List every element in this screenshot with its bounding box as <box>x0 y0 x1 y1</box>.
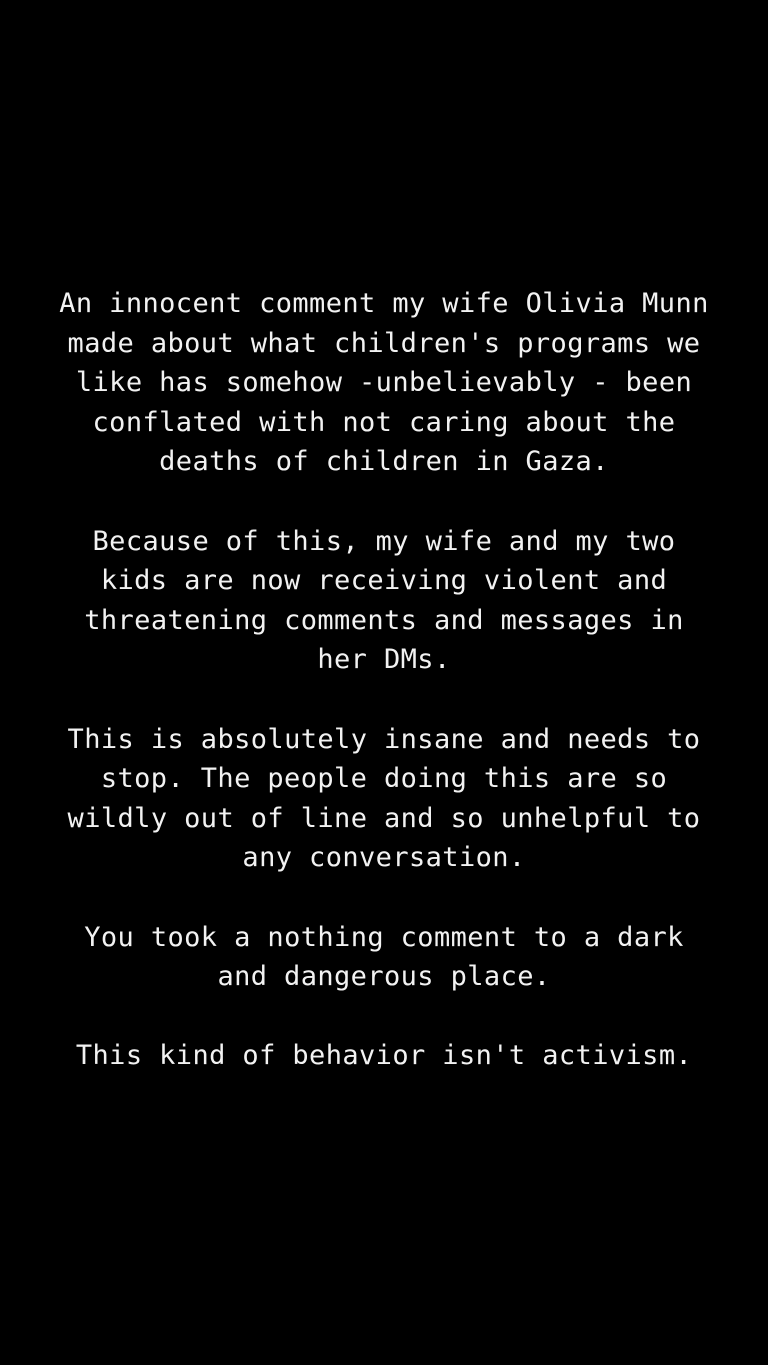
story-line: conflated with not caring about the <box>92 406 676 438</box>
story-line: her DMs. <box>317 644 451 676</box>
story-line: made about what children's programs we <box>67 327 701 359</box>
story-line: kids are now receiving violent and <box>100 565 668 597</box>
story-line: any conversation. <box>242 842 526 874</box>
story-paragraph-3 <box>0 720 768 878</box>
story-line: This kind of behavior isn't activism. <box>75 1040 693 1072</box>
story-paragraph-2 <box>0 522 768 680</box>
story-line: wildly out of line and so unhelpful to <box>67 802 701 834</box>
story-line: This is absolutely insane and needs to <box>67 723 701 755</box>
story-text-block <box>0 284 768 1115</box>
story-paragraph-4 <box>0 918 768 997</box>
story-paragraph-5 <box>0 1036 768 1076</box>
story-line: like has somehow -unbelievably - been <box>75 367 693 399</box>
story-line: An innocent comment my wife Olivia Munn <box>59 288 709 319</box>
story-line: stop. The people doing this are so <box>100 763 668 795</box>
story-line: threatening comments and messages in <box>84 604 684 636</box>
story-line: deaths of children in Gaza. <box>159 446 609 478</box>
story-line: and dangerous place. <box>217 961 551 993</box>
story-line: Because of this, my wife and my two <box>92 525 676 557</box>
story-paragraph-1 <box>0 284 768 482</box>
story-line: You took a nothing comment to a dark <box>84 921 684 953</box>
